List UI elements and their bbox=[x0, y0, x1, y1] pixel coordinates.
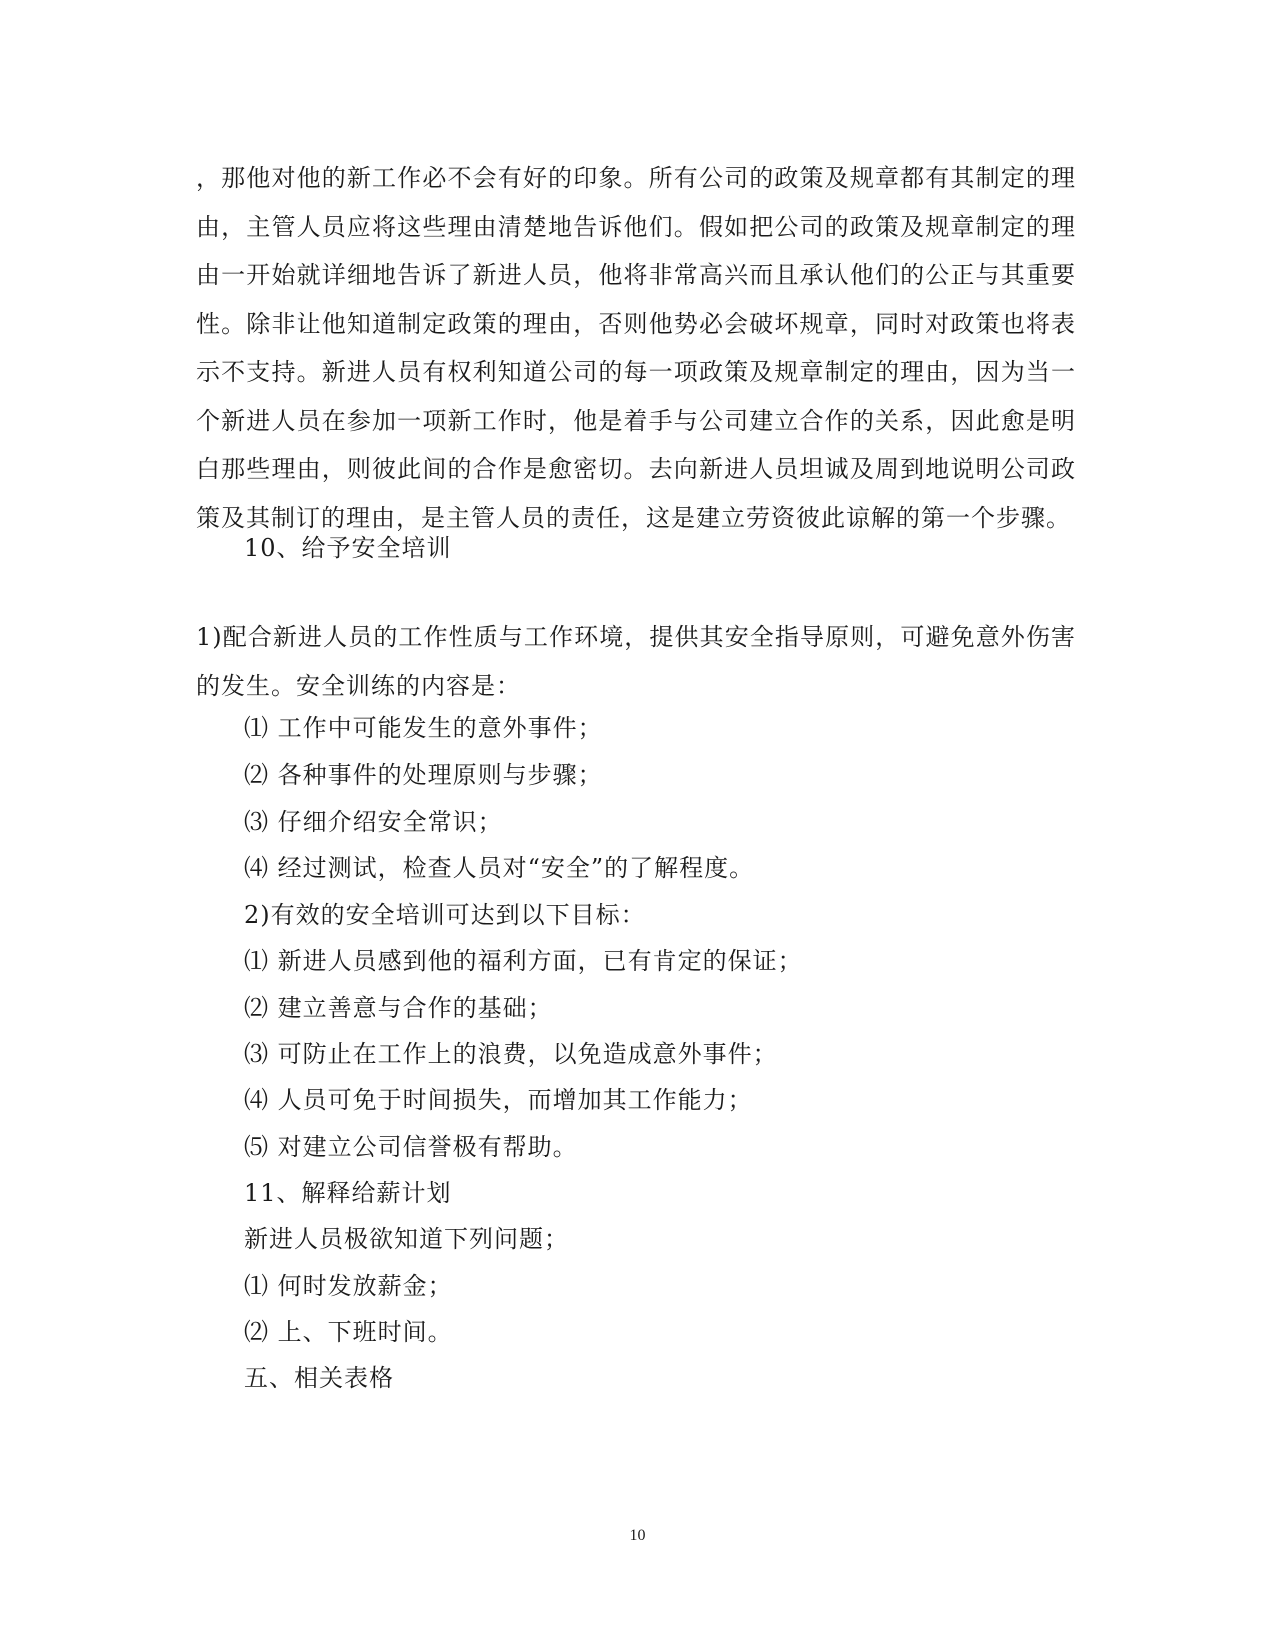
section-heading-10: 10、给予安全培训 bbox=[244, 534, 452, 562]
list-item: ⑷ 经过测试，检查人员对“安全”的了解程度。 bbox=[244, 854, 755, 882]
list-item: ⑸ 对建立公司信誉极有帮助。 bbox=[244, 1133, 578, 1161]
sub-heading: 2)有效的安全培训可达到以下目标： bbox=[244, 901, 646, 929]
list-item: ⑵ 建立善意与合作的基础； bbox=[244, 994, 553, 1022]
body-paragraph: ，那他对他的新工作必不会有好的印象。所有公司的政策及规章都有其制定的理由，主管人员应将这些理由清楚地告诉他们。假如把公司的政策及规章制定的理由一开始就详细地告诉了新进人员，他将非常高兴而且承认他们的公正与其重要性。除非让他知道制定政策的理由，否则他势必会破坏规章，同时对政策也将表示不支持。新进人员有权利知道公司的每一项政策及规章制定的理由，因为当一个新进人员在参加一项新工作时，他是着手与公司建立合作的关系，因此愈是明白那些理由，则彼此间的合作是愈密切。去向新进人员坦诚及周到地说明公司政策及其制订的理由，是主管人员的责任，这是建立劳资彼此谅解的第一个步骤。 bbox=[196, 164, 1076, 532]
list-item: ⑵ 上、下班时间。 bbox=[244, 1318, 453, 1346]
body-paragraph: 1)配合新进人员的工作性质与工作环境，提供其安全指导原则，可避免意外伤害的发生。安全训练的内容是： bbox=[196, 623, 1076, 700]
body-line: 新进人员极欲知道下列问题； bbox=[244, 1225, 569, 1253]
list-item: ⑶ 仔细介绍安全常识； bbox=[244, 808, 503, 836]
list-item: ⑶ 可防止在工作上的浪费，以免造成意外事件； bbox=[244, 1040, 778, 1068]
list-item: ⑷ 人员可免于时间损失，而增加其工作能力； bbox=[244, 1086, 753, 1114]
list-item: ⑴ 工作中可能发生的意外事件； bbox=[244, 714, 603, 742]
section-heading-5: 五、相关表格 bbox=[244, 1364, 394, 1392]
page-number: 10 bbox=[629, 1527, 646, 1544]
list-item: ⑴ 新进人员感到他的福利方面，已有肯定的保证； bbox=[244, 947, 803, 975]
list-item: ⑵ 各种事件的处理原则与步骤； bbox=[244, 761, 603, 789]
list-item: ⑴ 何时发放薪金； bbox=[244, 1272, 453, 1300]
section-heading-11: 11、解释给薪计划 bbox=[244, 1179, 452, 1207]
